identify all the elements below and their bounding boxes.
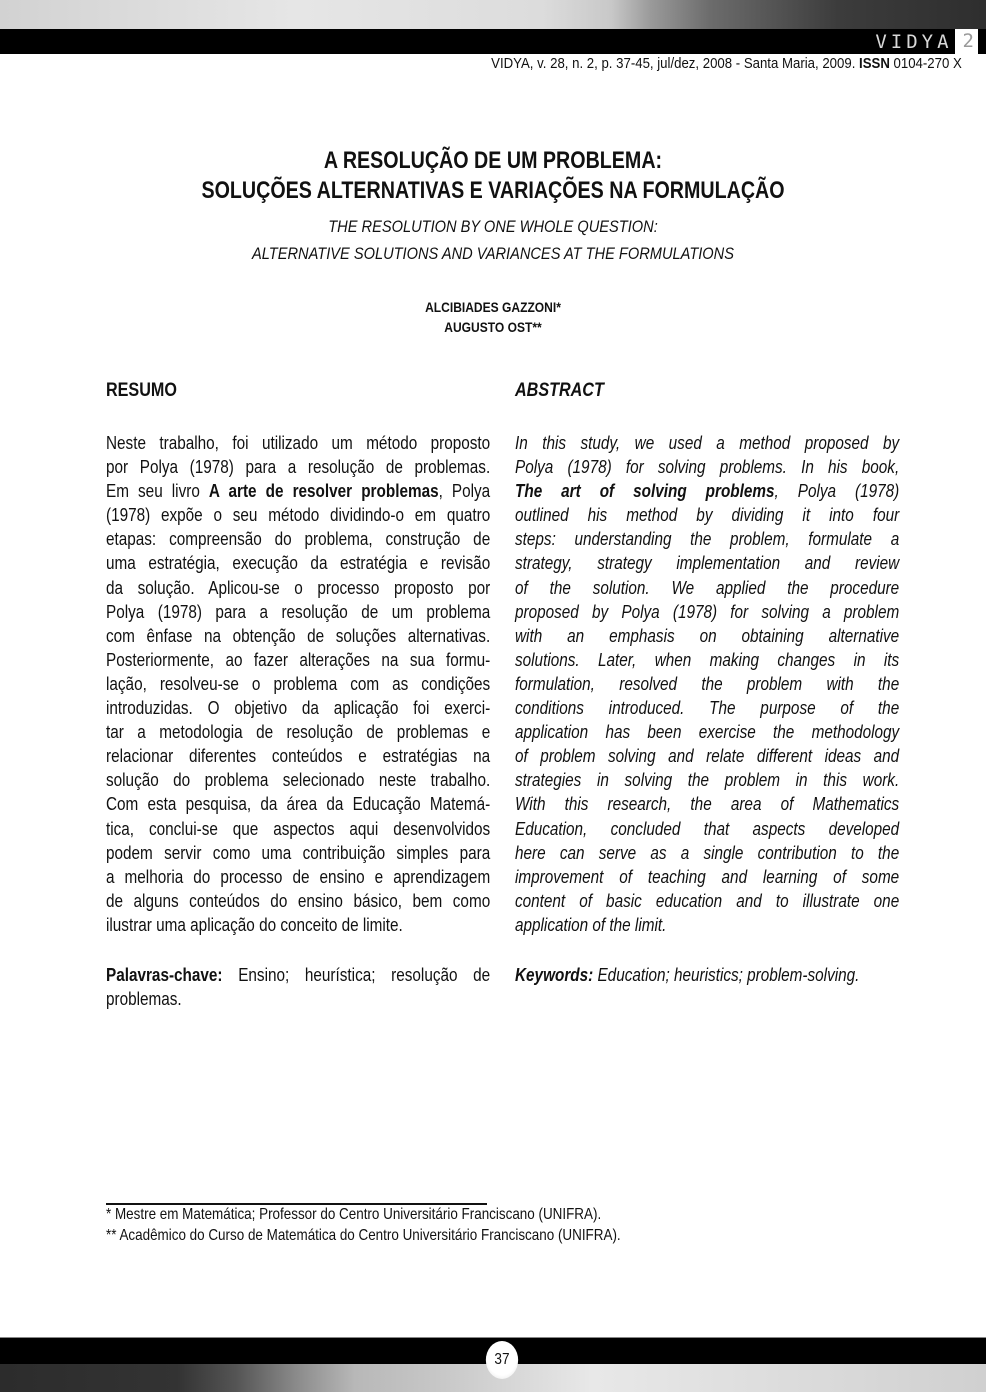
- issn-label: ISSN: [859, 55, 891, 72]
- text-line: [515, 479, 899, 503]
- abstract-keywords: [515, 963, 899, 987]
- issn-value: 0104-270 X: [893, 55, 962, 72]
- text-line: Polya (1978) for solving problems. In his book,: [515, 457, 900, 478]
- text-line: etapas: compreensão do problema, construção de: [106, 529, 491, 550]
- title-line: SOLUÇÕES ALTERNATIVAS E VARIAÇÕES NA FORMULAÇÃO: [201, 177, 785, 204]
- text-line: Neste trabalho, foi utilizado um método proposto: [106, 433, 491, 453]
- text-line: of problem solving and relate different ideas and: [515, 746, 900, 767]
- abstract-body: [515, 431, 899, 937]
- resumo-heading: RESUMO: [106, 380, 177, 401]
- author-name: AUGUSTO OST**: [444, 319, 542, 335]
- abstract-section: [515, 378, 899, 987]
- keywords-text: Education; heuristics; problem-solving.: [593, 964, 860, 985]
- header-gradient-band: [0, 0, 986, 29]
- book-title: The art of solving problems: [515, 481, 775, 502]
- text-line: here can serve as a single contribution to the: [515, 842, 900, 863]
- subtitle-line: ALTERNATIVE SOLUTIONS AND VARIANCES AT THE FORMULATIONS: [251, 244, 734, 263]
- text-line: outlined his method by dividing it into four: [515, 505, 900, 526]
- text-line: Polya (1978) para a resolução de um problema: [106, 601, 491, 622]
- text-line: com ênfase na obtenção de soluções alternativas.: [106, 625, 491, 646]
- text-line: content of basic education and to illustrate one: [515, 890, 900, 911]
- text-line: ilustrar uma aplicação do conceito de limite.: [106, 914, 403, 935]
- title-line: A RESOLUÇÃO DE UM PROBLEMA:: [323, 147, 663, 174]
- text-run: Em seu livro: [106, 481, 209, 502]
- text-line: relacionar diferentes conteúdos e estratégias na: [106, 746, 491, 767]
- text-line: [106, 479, 490, 503]
- resumo-body: [106, 431, 490, 937]
- text-line: introduzidas. O objetivo da aplicação foi exerci-: [106, 698, 491, 719]
- article-subtitle: [0, 213, 986, 267]
- text-line: application of the limit.: [515, 914, 667, 935]
- journal-brand: [875, 29, 978, 54]
- text-line: strategy, strategy implementation and review: [515, 553, 900, 574]
- footnote-item: * Mestre em Matemática; Professor do Centro Universitário Franciscano (UNIFRA).: [106, 1206, 602, 1223]
- keywords-label: Keywords:: [515, 964, 594, 985]
- footnotes: [106, 1204, 621, 1246]
- text-line: de alguns conteúdos do ensino básico, bem como: [106, 890, 491, 911]
- text-line: application has been exercise the methodology: [515, 722, 900, 743]
- abstract-heading: ABSTRACT: [515, 380, 604, 401]
- article-title: [0, 146, 986, 206]
- header-black-bar: [0, 29, 986, 54]
- text-line: solução do problema selecionado neste trabalho.: [106, 770, 491, 791]
- author-name: ALCIBIADES GAZZONI*: [425, 299, 561, 315]
- keywords-text: Ensino; heurística; resolução de: [222, 964, 491, 985]
- resumo-section: [106, 378, 490, 1011]
- text-line: steps: understanding the problem, formulate a: [515, 529, 900, 550]
- text-line: Com esta pesquisa, da área da Educação Matemá-: [106, 794, 491, 815]
- text-line: strategies in solving the problem in this work.: [515, 770, 900, 791]
- text-line: tar a metodologia de resolução de problemas e: [106, 722, 491, 743]
- text-line: (1978) expõe o seu método dividindo-o em quatro: [106, 505, 491, 526]
- text-line: da solução. Aplicou-se o processo proposto por: [106, 577, 491, 598]
- book-title: A arte de resolver problemas: [208, 481, 439, 502]
- brand-name: VIDYA: [875, 30, 953, 53]
- footnote-item: ** Acadêmico do Curso de Matemática do Centro Universitário Franciscano (UNIFRA).: [106, 1227, 621, 1244]
- text-line: Posteriormente, ao fazer alterações na sua formu-: [106, 649, 491, 670]
- text-line: lação, resolveu-se o problema com as condições: [106, 673, 491, 694]
- text-line: In this study, we used a method proposed by: [515, 433, 900, 453]
- keywords-line: [515, 963, 899, 987]
- text-line: proposed by Polya (1978) for solving a problem: [515, 601, 900, 622]
- page-number: 37: [486, 1341, 518, 1379]
- text-line: with an emphasis on obtaining alternative: [515, 625, 900, 646]
- citation-text: VIDYA, v. 28, n. 2, p. 37-45, jul/dez, 2008 - Santa Maria, 2009.: [491, 55, 856, 72]
- text-line: por Polya (1978) para a resolução de problemas.: [106, 457, 491, 478]
- text-line: solutions. Later, when making changes in its: [515, 649, 900, 670]
- text-line: improvement of teaching and learning of some: [515, 866, 900, 887]
- text-line: uma estratégia, execução da estratégia e revisão: [106, 553, 491, 574]
- brand-number: 2: [955, 29, 978, 54]
- text-line: formulation, resolved the problem with the: [515, 673, 900, 694]
- text-line: tica, conclui-se que aspectos aqui desenvolvidos: [106, 818, 491, 839]
- resumo-keywords: [106, 963, 490, 1011]
- author-list: [0, 297, 986, 337]
- text-line: a melhoria do processo de ensino e aprendizagem: [106, 866, 491, 887]
- text-line: conditions introduced. The purpose of the: [515, 698, 900, 719]
- text-line: Education, concluded that aspects developed: [515, 818, 900, 839]
- journal-citation: [491, 55, 962, 72]
- keywords-line: [106, 963, 490, 987]
- text-line: podem servir como uma contribuição simples para: [106, 842, 491, 863]
- text-run: , Polya (1978): [774, 481, 900, 502]
- keywords-line: problemas.: [106, 988, 182, 1009]
- subtitle-line: THE RESOLUTION BY ONE WHOLE QUESTION:: [328, 217, 658, 236]
- keywords-label: Palavras-chave:: [106, 964, 223, 985]
- text-run: , Polya: [438, 481, 491, 502]
- text-line: of the solution. We applied the procedure: [515, 577, 900, 598]
- text-line: With this research, the area of Mathematics: [515, 794, 900, 815]
